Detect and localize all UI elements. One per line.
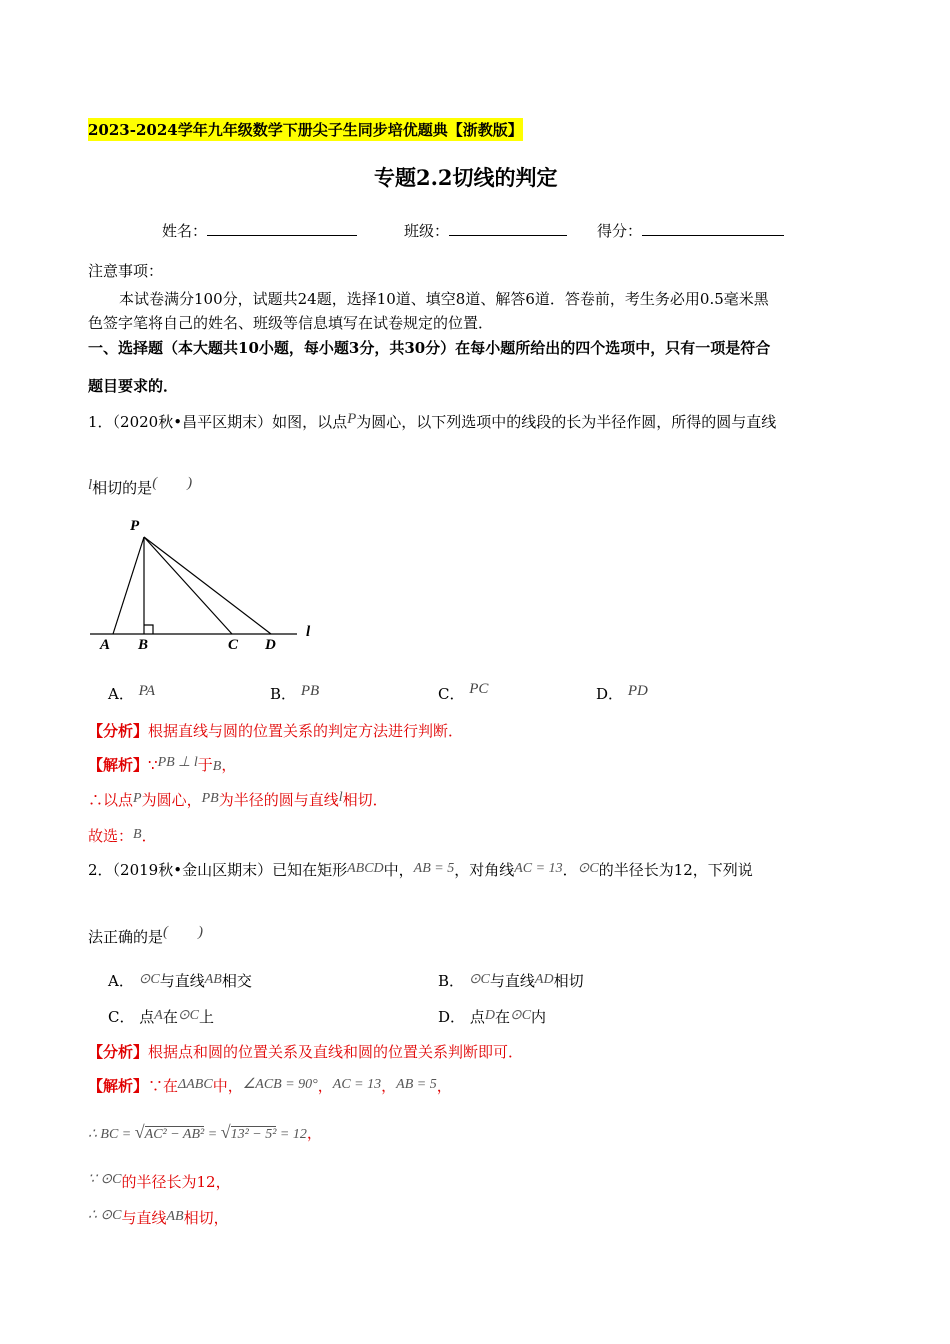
q1-sol1-because: ∵ xyxy=(148,756,158,774)
q2-abcd: ABCD xyxy=(347,861,384,876)
q1-stem-line-1 xyxy=(88,411,776,432)
q2-text-2: 中， xyxy=(383,861,414,879)
q2-option-c-t1: 在 xyxy=(162,1008,178,1026)
q2-solution-tag: 【解析】 xyxy=(88,1077,149,1095)
label-c: C xyxy=(228,637,239,653)
notice-line-1: 本试卷满分100分，试题共24题，选择10道、填空8道、解答6道．答卷前，考生务必用0.5毫米黑 xyxy=(119,290,769,308)
q1-option-d[interactable] xyxy=(596,683,648,704)
q2-option-b-key: B． xyxy=(438,972,465,990)
q2-option-c[interactable] xyxy=(108,1006,214,1027)
name-blank[interactable] xyxy=(207,221,357,236)
q2-analysis-tag: 【分析】 xyxy=(88,1043,149,1061)
q2-option-d-m: D xyxy=(484,1008,495,1023)
q2-ab5: AB = 5 xyxy=(413,861,455,876)
q1-text-a: 如图，以点 xyxy=(272,413,348,431)
segment-pc xyxy=(144,537,232,634)
q1-text-b: 为圆心，以下列选项中的线段的长为半径作圆，所得的圆与直线 xyxy=(356,413,777,431)
q2-option-d-key: D． xyxy=(438,1008,466,1026)
q2-option-c-circle: ⊙C xyxy=(177,1008,199,1023)
q1-sol1-b: B xyxy=(212,759,222,774)
q2-text-3: ，对角线 xyxy=(454,861,515,879)
q2-solution-line-1 xyxy=(88,1075,452,1096)
q1-option-a-key: A． xyxy=(108,685,134,703)
q1-option-a-value: PA xyxy=(138,683,156,699)
q1-option-d-key: D． xyxy=(596,685,624,703)
q1-answer-label: 故选： xyxy=(88,827,134,845)
q1-analysis xyxy=(88,720,463,741)
notice-line-2: 色签字笔将自己的姓名、班级等信息填写在试卷规定的位置． xyxy=(88,314,494,332)
q2-stem-line-1 xyxy=(88,859,753,880)
q2-source: （2019秋•金山区期末） xyxy=(112,861,273,879)
q1-option-c-value: PC xyxy=(469,681,489,697)
q1-sol2-l: l xyxy=(338,790,343,805)
class-label: 班级： xyxy=(404,222,450,240)
q2-option-a-t2: 相交 xyxy=(221,972,252,990)
q2-s2-bc: ∴ BC = xyxy=(88,1127,135,1142)
q2-solution-line-2: ∴ BC = √AC² − AB² = √13² − 5² = 12， xyxy=(88,1122,322,1142)
q2-analysis xyxy=(88,1041,523,1062)
q1-solution-line-2 xyxy=(88,789,388,810)
q1-sol2-b: 为圆心， xyxy=(141,791,202,809)
q2-option-b-t2: 相切 xyxy=(553,972,584,990)
q1-text-c: 相切的是 xyxy=(92,479,153,497)
q1-sol1-expr: PB ⊥ l xyxy=(157,755,198,770)
q2-text-5: 的半径长为12，下列说 xyxy=(598,861,753,879)
q2-option-c-t2: 上 xyxy=(198,1008,214,1026)
q2-s1-e: ， xyxy=(436,1077,452,1095)
q2-option-b-t1: 与直线 xyxy=(489,972,535,990)
q2-s4-ab: AB xyxy=(166,1209,184,1224)
score-label: 得分： xyxy=(597,222,643,240)
q2-analysis-text: 根据点和圆的位置关系及直线和圆的位置关系判断即可． xyxy=(148,1043,524,1061)
q2-s1-ab: AB = 5 xyxy=(396,1077,437,1092)
label-a: A xyxy=(100,637,111,653)
q2-s4-circle: ∴ ⊙C xyxy=(88,1208,122,1223)
q2-s3-text: 的半径长为12， xyxy=(121,1173,231,1191)
q1-option-b[interactable] xyxy=(270,683,319,704)
q2-option-b-circle: ⊙C xyxy=(468,972,490,987)
q2-answer-paren: ( ) xyxy=(163,924,204,940)
q1-option-b-key: B． xyxy=(270,685,297,703)
q1-source: （2020秋•昌平区期末） xyxy=(112,413,273,431)
q2-option-b[interactable] xyxy=(438,970,584,991)
q2-option-d[interactable] xyxy=(438,1006,546,1027)
label-l: l xyxy=(306,624,311,640)
q1-answer-value: B xyxy=(133,827,142,842)
q2-option-c-t0: 点 xyxy=(139,1008,155,1026)
q2-option-d-t0: 点 xyxy=(469,1008,485,1026)
label-p: P xyxy=(130,518,140,534)
q2-s4-text-1: 与直线 xyxy=(121,1209,167,1227)
q2-option-a-t1: 与直线 xyxy=(159,972,205,990)
q1-sol1-comma: ， xyxy=(221,756,237,774)
label-b: B xyxy=(138,637,149,653)
q2-s2-result: = 12 xyxy=(276,1127,307,1142)
q2-s1-angle: ∠ACB = 90° xyxy=(242,1077,318,1092)
q2-circle-c: ⊙C xyxy=(577,861,599,876)
name-field[interactable] xyxy=(162,220,357,241)
q1-line-l: l xyxy=(88,477,93,493)
q2-option-a-m: AB xyxy=(204,972,222,987)
q1-option-b-value: PB xyxy=(300,683,320,699)
q1-sol2-d: 相切． xyxy=(342,791,388,809)
q2-option-b-m: AD xyxy=(534,972,554,987)
q2-text-6: 法正确的是 xyxy=(88,928,164,946)
q2-s2-radicand-1: AC² − AB² xyxy=(144,1127,205,1142)
series-header: 2023-2024学年九年级数学下册尖子生同步培优题典【浙教版】 xyxy=(88,118,523,141)
q1-sol1-at: 于 xyxy=(197,756,213,774)
q2-s1-a: ∵在 xyxy=(148,1077,179,1095)
q2-option-a[interactable] xyxy=(108,970,252,991)
q1-stem-line-2 xyxy=(88,477,192,498)
q2-solution-line-4 xyxy=(88,1207,229,1228)
q1-solution-tag: 【解析】 xyxy=(88,756,149,774)
q1-analysis-tag: 【分析】 xyxy=(88,722,149,740)
q2-solution-line-3 xyxy=(88,1171,231,1192)
q1-option-c[interactable] xyxy=(438,683,488,704)
q2-s1-d: ， xyxy=(381,1077,397,1095)
q2-number: 2． xyxy=(88,861,113,879)
segment-pa xyxy=(113,537,144,634)
q2-stem-line-2 xyxy=(88,926,203,947)
q2-option-c-key: C． xyxy=(108,1008,135,1026)
q2-option-a-circle: ⊙C xyxy=(138,972,160,987)
q2-s1-triangle: ΔABC xyxy=(178,1077,213,1092)
q1-sol2-pb: PB xyxy=(201,791,219,806)
q1-number: 1． xyxy=(88,413,113,431)
q2-option-d-circle: ⊙C xyxy=(509,1008,532,1023)
q2-s1-ac: AC = 13 xyxy=(332,1077,382,1092)
q2-text-1: 已知在矩形 xyxy=(272,861,348,879)
q1-option-d-value: PD xyxy=(627,683,648,699)
q1-sol2-c: 为半径的圆与直线 xyxy=(218,791,339,809)
notice-heading: 注意事项： xyxy=(88,262,164,280)
q2-s2-comma: ， xyxy=(306,1124,322,1142)
q2-ac13: AC = 13 xyxy=(514,861,563,876)
q2-text-4: ． xyxy=(562,861,578,879)
q2-option-d-t1: 在 xyxy=(494,1008,510,1026)
label-d: D xyxy=(265,637,276,653)
q1-option-c-key: C． xyxy=(438,685,465,703)
page-title: 专题2.2切线的判定 xyxy=(374,165,558,190)
class-field[interactable] xyxy=(404,220,567,241)
q2-s3-circle: ∵ ⊙C xyxy=(88,1172,122,1187)
name-label: 姓名： xyxy=(162,222,208,240)
q2-s1-c: ， xyxy=(317,1077,333,1095)
q2-s4-text-2: 相切， xyxy=(183,1209,229,1227)
class-blank[interactable] xyxy=(449,221,567,236)
right-angle-mark xyxy=(144,625,153,634)
q1-figure xyxy=(82,512,322,657)
q1-answer-paren: ( ) xyxy=(152,475,193,491)
q2-option-c-m: A xyxy=(154,1008,163,1023)
section-heading-line-2: 题目要求的． xyxy=(88,377,179,395)
score-field[interactable] xyxy=(597,220,784,241)
q1-sol2-a: ∴以点 xyxy=(88,791,134,809)
q1-point-p: P xyxy=(347,411,357,427)
q1-option-a[interactable] xyxy=(108,683,155,704)
q2-s2-equals: = xyxy=(204,1127,221,1142)
q1-sol2-p: P xyxy=(133,791,142,806)
q2-option-d-t2: 内 xyxy=(531,1008,547,1026)
q2-s2-radicand-2: 13² − 5² xyxy=(230,1127,277,1142)
q2-option-a-key: A． xyxy=(108,972,134,990)
score-blank[interactable] xyxy=(642,221,784,236)
q1-answer-period: ． xyxy=(141,827,157,845)
q1-solution-line-1 xyxy=(88,754,236,775)
q1-answer xyxy=(88,825,157,846)
segment-pd xyxy=(144,537,271,634)
section-heading-line-1: 一、选择题（本大题共10小题，每小题3分，共30分）在每小题所给出的四个选项中，只有一项是符合 xyxy=(88,339,771,357)
q2-s1-b: 中， xyxy=(212,1077,243,1095)
q1-analysis-text: 根据直线与圆的位置关系的判定方法进行判断． xyxy=(148,722,464,740)
